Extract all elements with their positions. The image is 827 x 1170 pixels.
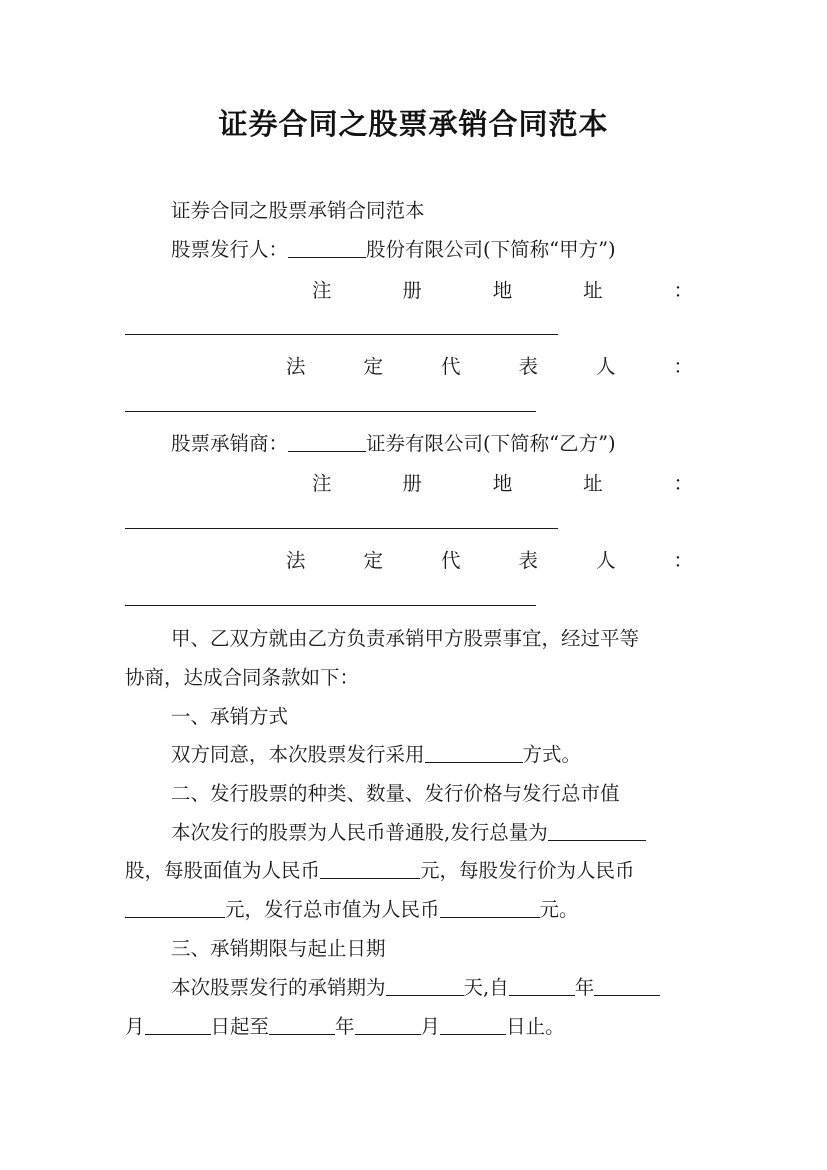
rep-char-6: ：: [673, 355, 693, 378]
start-month-blank: [594, 975, 660, 996]
par-value-blank: [320, 858, 420, 879]
section-1-text-b: 方式。: [522, 743, 582, 766]
section-3-line-2: [125, 1012, 703, 1042]
rep-char-6: ：: [673, 549, 693, 572]
document-title: 证券合同之股票承销合同范本: [218, 107, 609, 141]
rep-char-5: 人: [595, 355, 616, 378]
underwriter-representative-label: [286, 546, 693, 576]
subtitle-line: 证券合同之股票承销合同范本: [171, 199, 425, 222]
section-3-line-1: [171, 973, 703, 1003]
underwriter-address-label: [312, 469, 693, 499]
end-day-blank: [440, 1014, 506, 1035]
section-2-line-2: [125, 856, 703, 886]
rep-char-3: 代: [440, 549, 461, 572]
section-3-line-2-d: 月: [420, 1015, 441, 1038]
underwriter-representative-blank: [125, 605, 536, 606]
rep-char-5: 人: [595, 549, 616, 572]
address-char-3: 地: [492, 472, 513, 495]
address-char-5: ：: [673, 279, 693, 302]
issuer-representative-label: [286, 352, 693, 382]
section-2-line-2-a: 股，每股面值为人民币: [125, 859, 321, 882]
underwriter-address-blank: [125, 528, 558, 529]
rep-char-2: 定: [363, 355, 383, 378]
rep-char-4: 表: [518, 355, 538, 378]
end-month-blank: [355, 1014, 421, 1035]
underwriting-method-blank: [425, 742, 523, 763]
underwriter-line: [171, 429, 703, 459]
rep-char-1: 法: [286, 549, 306, 572]
issuer-representative-blank: [125, 411, 536, 412]
address-char-3: 地: [492, 279, 513, 302]
section-1-text-a: 双方同意，本次股票发行采用: [171, 743, 425, 766]
section-2-line-3: [125, 895, 703, 925]
section-2-line-3-a: 元，发行总市值为人民币: [225, 898, 440, 921]
section-3-line-2-e: 日止。: [506, 1015, 565, 1038]
underwriter-prefix: 股票承销商：: [171, 432, 289, 455]
section-3-line-2-a: 月: [125, 1015, 145, 1038]
address-char-4: 址: [583, 472, 603, 495]
total-market-value-blank: [440, 897, 540, 918]
issuer-address-blank: [125, 334, 558, 335]
section-2-line-3-b: 元。: [539, 898, 579, 921]
section-3-line-2-b: 日起至: [210, 1015, 270, 1038]
start-year-blank: [509, 975, 575, 996]
intro-line-2: 协商，达成合同条款如下：: [125, 666, 360, 689]
address-char-1: 注: [312, 472, 332, 495]
issuer-name-blank: [288, 237, 366, 258]
section-3-line-1-c: 年: [574, 976, 595, 999]
section-2-line-1: [171, 818, 703, 848]
address-char-5: ：: [673, 472, 693, 495]
address-char-1: 注: [312, 279, 332, 302]
section-2-line-2-b: 元，每股发行价为人民币: [420, 859, 635, 882]
section-3-heading: 三、承销期限与起止日期: [171, 937, 386, 960]
address-char-2: 册: [402, 279, 422, 302]
issuer-address-label: [312, 276, 693, 306]
section-1-heading: 一、承销方式: [171, 705, 289, 728]
address-char-2: 册: [402, 472, 422, 495]
issue-price-blank: [125, 897, 225, 918]
section-3-line-2-c: 年: [335, 1015, 355, 1038]
rep-char-3: 代: [440, 355, 461, 378]
section-3-line-1-a: 本次股票发行的承销期为: [171, 976, 386, 999]
address-char-4: 址: [583, 279, 603, 302]
section-2-line-1-text: 本次发行的股票为人民币普通股,发行总量为: [171, 821, 548, 844]
rep-char-1: 法: [286, 355, 306, 378]
section-2-heading: 二、发行股票的种类、数量、发行价格与发行总市值: [171, 782, 620, 805]
section-3-line-1-b: 天,自: [463, 976, 509, 999]
rep-char-2: 定: [363, 549, 383, 572]
start-day-blank: [145, 1014, 211, 1035]
period-days-blank: [386, 975, 464, 996]
intro-line-1: 甲、乙双方就由乙方负责承销甲方股票事宜，经过平等: [171, 627, 640, 650]
section-1-text: [171, 740, 703, 770]
end-year-blank: [269, 1014, 335, 1035]
issuer-suffix: 股份有限公司(下简称“甲方”): [366, 238, 616, 261]
issuer-prefix: 股票发行人：: [171, 238, 289, 261]
underwriter-name-blank: [288, 431, 366, 452]
total-shares-blank: [548, 820, 646, 841]
underwriter-suffix: 证券有限公司(下简称“乙方”): [366, 432, 616, 455]
issuer-line: [171, 235, 703, 265]
rep-char-4: 表: [518, 549, 538, 572]
